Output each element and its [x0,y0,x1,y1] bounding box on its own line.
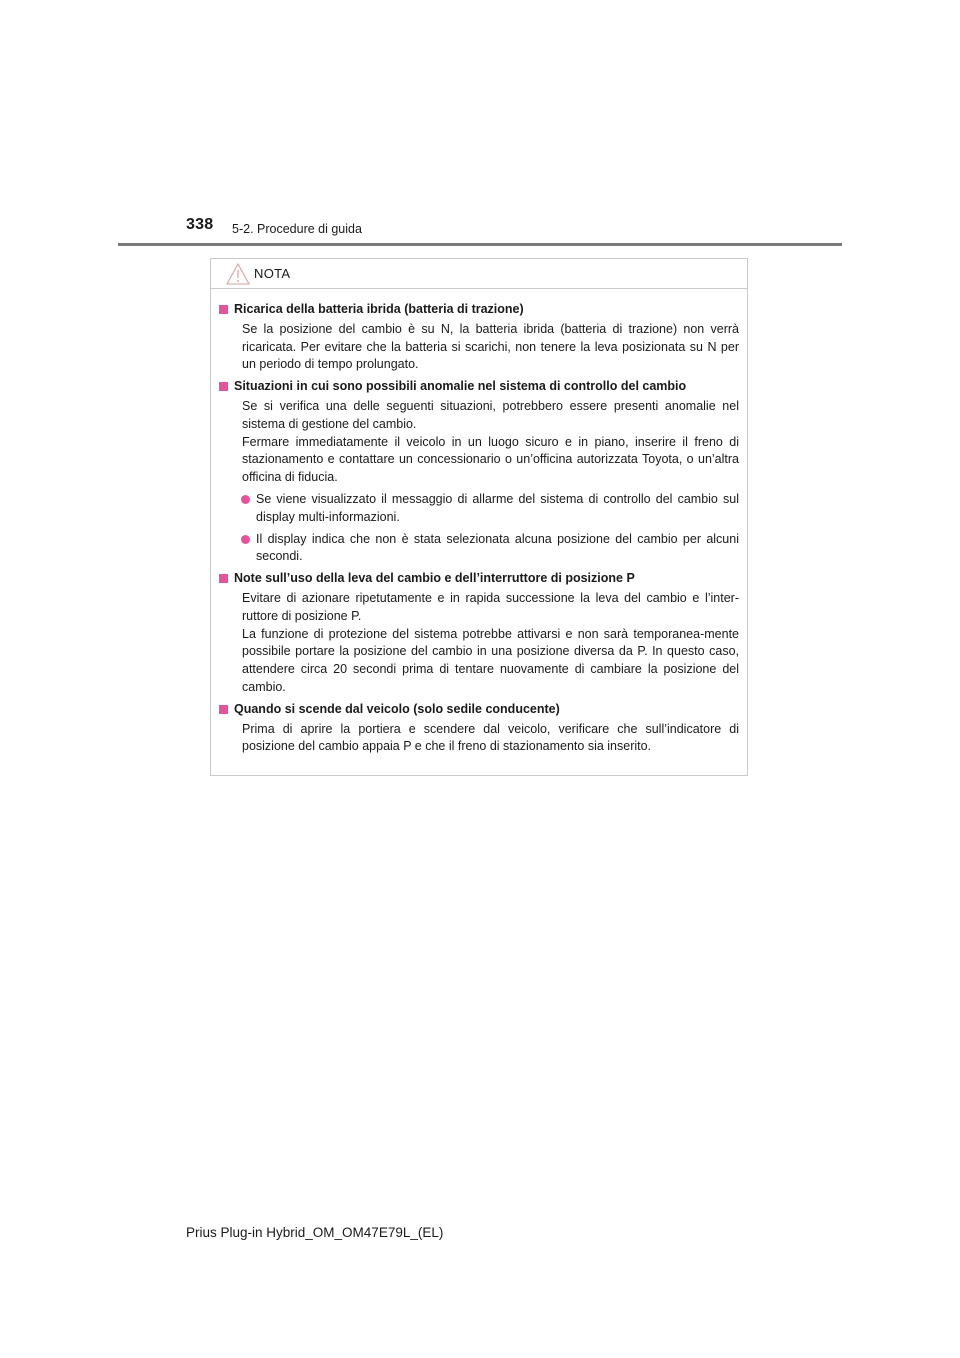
footer-text: Prius Plug-in Hybrid_OM_OM47E79L_(EL) [186,1225,444,1240]
item-paragraph [242,398,739,487]
square-bullet-icon [219,382,228,391]
list-item-text: Se viene visualizzato il messaggio di allarme del sistema di controllo del cambio sul display multi-informazioni. [256,491,739,524]
paragraph-text: Evitare di azionare ripetutamente e in rapida successione la leva del cambio e l’inter-ruttore di posizione P. [242,590,739,623]
item-heading [219,301,739,319]
circle-bullet-icon [241,495,250,504]
item-paragraph [242,321,739,374]
item-heading-text: Situazioni in cui sono possibili anomalie nel sistema di controllo del cambio [234,379,687,394]
note-body [211,289,747,756]
list-item [241,531,739,567]
note-header [211,259,747,289]
item-heading [219,378,739,396]
page-number: 338 [186,216,214,233]
item-paragraph [242,590,739,697]
note-box [210,258,748,776]
list-item [241,491,739,527]
square-bullet-icon [219,705,228,714]
item-heading-text: Note sull’uso della leva del cambio e dell’interruttore di posizione P [234,571,635,586]
item-heading [219,701,739,719]
warning-triangle-icon [226,263,250,285]
square-bullet-icon [219,574,228,583]
paragraph-text: Prima di aprire la portiera e scendere dal veicolo, verificare che sull’indicatore di posizione del cambio appaia P e che il freno di stazionamento sia inserito. [242,721,739,754]
item-heading-text: Ricarica della batteria ibrida (batteria di trazione) [234,302,524,316]
section-title: 5-2. Procedure di guida [232,222,362,236]
item-heading [219,570,739,588]
item-heading-text: Quando si scende dal veicolo (solo sedile conducente) [234,701,560,716]
square-bullet-icon [219,305,228,314]
note-title: NOTA [254,266,291,281]
header-rule [118,243,842,246]
item-paragraph [242,721,739,757]
paragraph-text: Se la posizione del cambio è su N, la batteria ibrida (batteria di trazione) non verrà ricaricata. Per evitare che la batteria si scarichi, non tenere la leva posizionata su N per un periodo di tempo prolungato. [242,321,739,372]
circle-bullet-icon [241,535,250,544]
paragraph-text: La funzione di protezione del sistema potrebbe attivarsi e non sarà temporanea-mente possibile portare la posizione del cambio in una posizione diversa da P. In questo caso, attendere circa 20 secondi prima di tentare nuovamente di cambiare la posizione del cambio. [242,626,739,694]
paragraph-text: Se si verifica una delle seguenti situazioni, potrebbero essere presenti anomalie nel sistema di gestione del cambio. [242,398,739,431]
list-item-text: Il display indica che non è stata selezionata alcuna posizione del cambio per alcuni secondi. [256,531,739,564]
paragraph-text: Fermare immediatamente il veicolo in un luogo sicuro e in piano, inserire il freno di stazionamento e contattare un concessionario o un’officina autorizzata Toyota, o un’altra officina di fiducia. [242,434,739,485]
